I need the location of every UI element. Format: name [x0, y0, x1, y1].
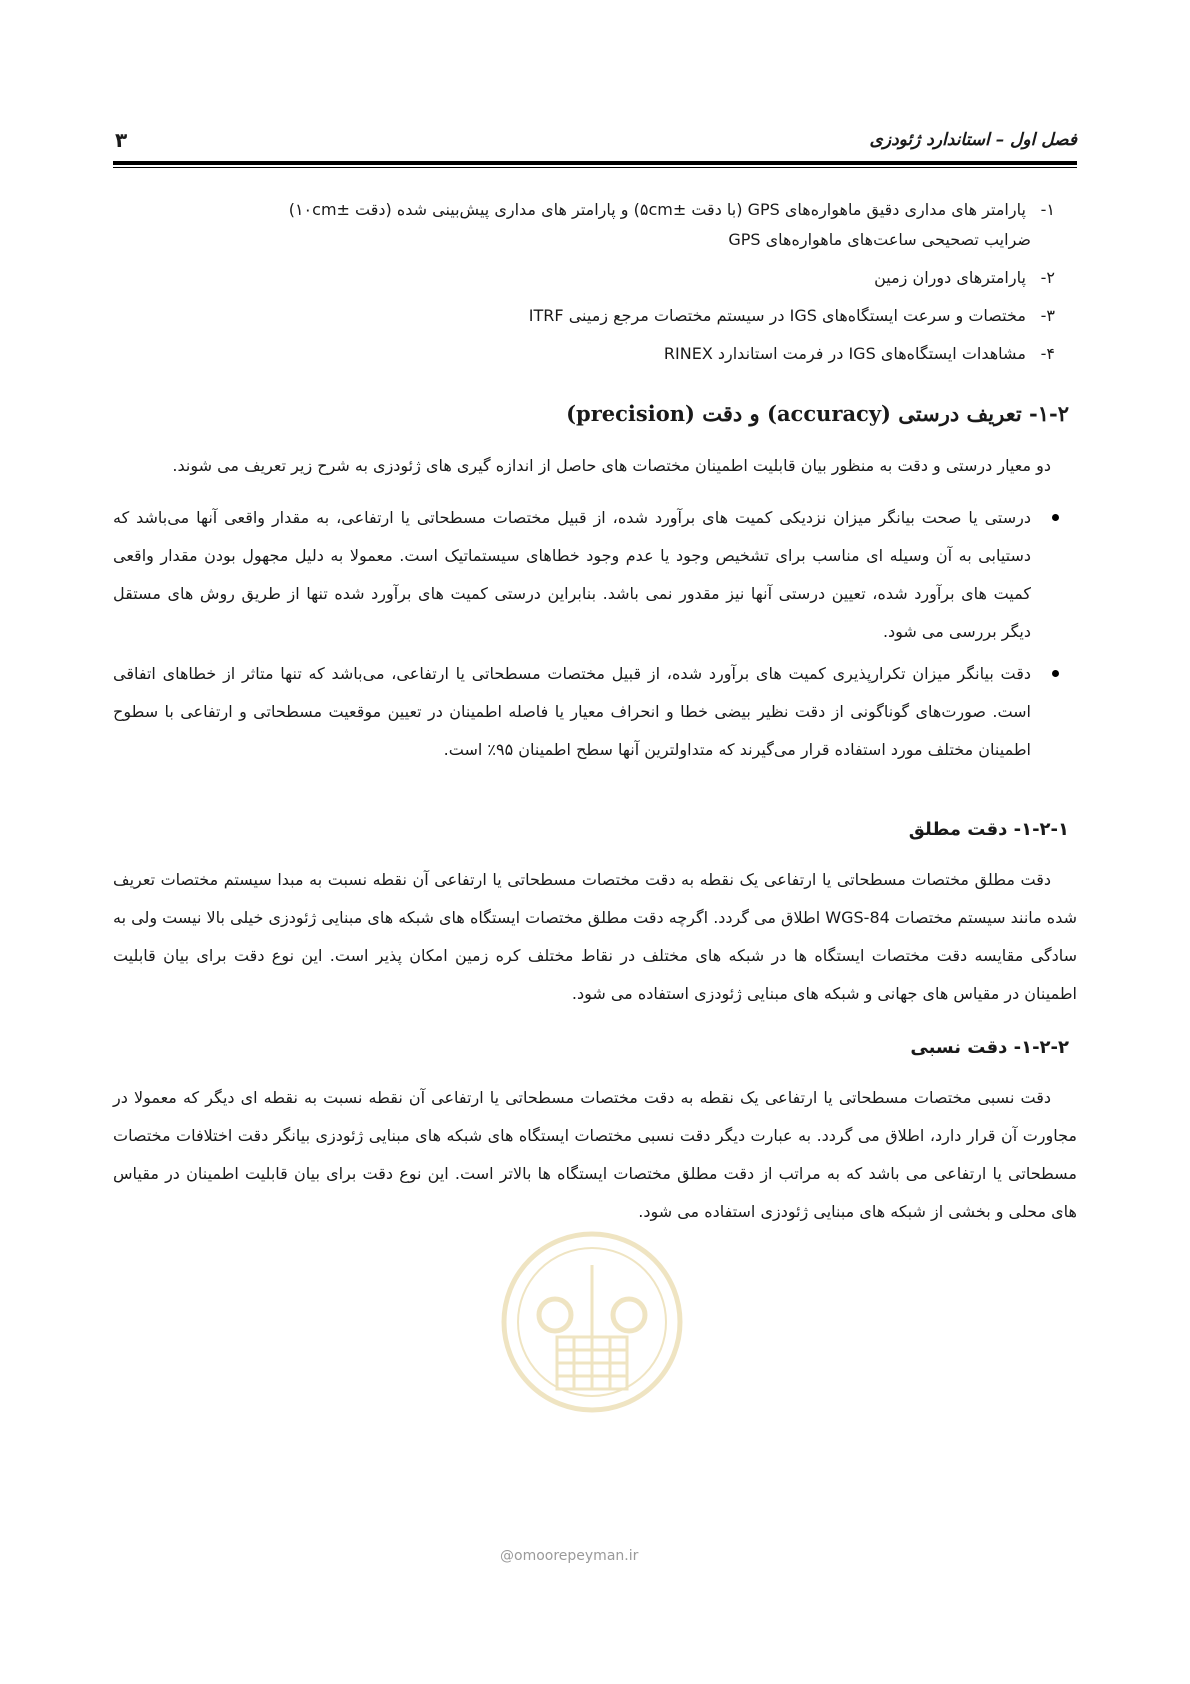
- header-rule-thin: [113, 167, 1077, 168]
- subsection-heading: ۱-۲-۱- دقت مطلق: [908, 819, 1069, 840]
- list-item: [113, 301, 1055, 331]
- numbered-list: [113, 195, 1077, 369]
- page-header: [113, 128, 1077, 158]
- bullet-icon: [1052, 670, 1059, 677]
- list-item-text: مشاهدات ایستگاه‌های IGS در فرمت استاندارد RINEX: [663, 344, 1026, 363]
- watermark-seal-icon: [495, 1225, 690, 1455]
- page-content: [113, 195, 1077, 1245]
- list-item: [113, 195, 1055, 255]
- section-intro: دو معیار درستی و دقت به منظور بیان قابلیت اطمینان مختصات های حاصل از اندازه گیری های ژئودزی به شرح زیر تعریف می شوند.: [172, 456, 1051, 475]
- bullet-list: [113, 499, 1077, 769]
- list-item-continuation: ضرایب تصحیحی ساعت‌های ماهواره‌های GPS: [728, 230, 1031, 249]
- section-heading: ۱-۲- تعریف درستی (accuracy) و دقت (precision): [566, 401, 1069, 426]
- list-number: ۴-: [1040, 344, 1055, 363]
- list-number: ۲-: [1040, 268, 1055, 287]
- list-number: ۱-: [1040, 200, 1055, 219]
- list-item-text: مختصات و سرعت ایستگاه‌های IGS در سیستم مختصات مرجع زمینی ITRF: [528, 306, 1026, 325]
- bullet-item: [113, 655, 1059, 769]
- bullet-item: [113, 499, 1059, 651]
- bullet-text: درستی یا صحت بیانگر میزان نزدیکی کمیت های برآورد شده، از قبیل مختصات مسطحاتی یا ارتفاعی، به مقدار واقعی آنها می‌باشد که دستیابی به آن وسیله ای مناسب برای تشخیص وجود یا عدم وجود خطاهای سیستماتیک است. معمولا به دلیل مجهول بودن مقدار واقعی کمیت های برآورد شده، تعیین درستی آنها نیز مقدور نمی باشد. بنابراین درستی کمیت های برآورد شده تنها از طریق روش های مستقل دیگر بررسی می شود.: [113, 508, 1031, 641]
- page-number: ۳: [115, 128, 128, 152]
- watermark-url: @omoorepeyman.ir: [500, 1548, 639, 1564]
- list-item: [113, 339, 1055, 369]
- list-number: ۳-: [1040, 306, 1055, 325]
- chapter-title: فصل اول – استاندارد ژئودزی: [869, 130, 1077, 150]
- list-item-text: پارامترهای دوران زمین: [874, 268, 1026, 287]
- bullet-text: دقت بیانگر میزان تکرارپذیری کمیت های برآورد شده، از قبیل مختصات مسطحاتی یا ارتفاعی، می‌باشد که تنها متاثر از خطاهای اتفاقی است. صورت‌های گوناگونی از دقت نظیر بیضی خطا و انحراف معیار یا فاصله اطمینان در تعیین موقعیت مسطحاتی و ارتفاعی با سطوح اطمینان مختلف مورد استفاده قرار می‌گیرند که متداولترین آنها سطح اطمینان ۹۵٪ است.: [113, 664, 1031, 759]
- subsection-body: دقت نسبی مختصات مسطحاتی یا ارتفاعی یک نقطه به دقت مختصات مسطحاتی یا ارتفاعی آن نقطه نسبت به نقطه ای دیگر که معمولا در مجاورت آن قرار دارد، اطلاق می گردد. به عبارت دیگر دقت نسبی مختصات ایستگاه های شبکه های مبنایی ژئودزی بیانگر دقت اختلافات مختصات مسطحاتی یا ارتفاعی می باشد که به مراتب از دقت مطلق مختصات ایستگاه ها بالاتر است. این نوع دقت برای بیان قابلیت اطمینان در مقیاس های محلی و بخشی از شبکه های مبنایی ژئودزی استفاده می شود.: [113, 1088, 1077, 1221]
- subsection-body: دقت مطلق مختصات مسطحاتی یا ارتفاعی یک نقطه به دقت مختصات مسطحاتی یا ارتفاعی آن نقطه نسبت به مبدا سیستم مختصات تعریف شده مانند سیستم مختصات WGS-84 اطلاق می گردد. اگرچه دقت مطلق مختصات ایستگاه های شبکه های مبنایی ژئودزی خیلی بالا نیست ولی به سادگی مقایسه دقت مختصات ایستگاه ها در شبکه های مختلف در نقاط مختلف کره زمین امکان پذیر است. این نوع دقت برای بیان قابلیت اطمینان در مقیاس های جهانی و شبکه های مبنایی ژئودزی استفاده می شود.: [113, 870, 1077, 1003]
- list-item: [113, 263, 1055, 293]
- bullet-icon: [1052, 514, 1059, 521]
- list-item-text: پارامتر های مداری دقیق ماهواره‌های GPS (با دقت ±۵cm) و پارامتر های مداری پیش‌بینی شده (دقت ±۱۰cm): [288, 200, 1026, 219]
- subsection-heading: ۱-۲-۲- دقت نسبی: [910, 1037, 1069, 1058]
- header-rule-thick: [113, 161, 1077, 165]
